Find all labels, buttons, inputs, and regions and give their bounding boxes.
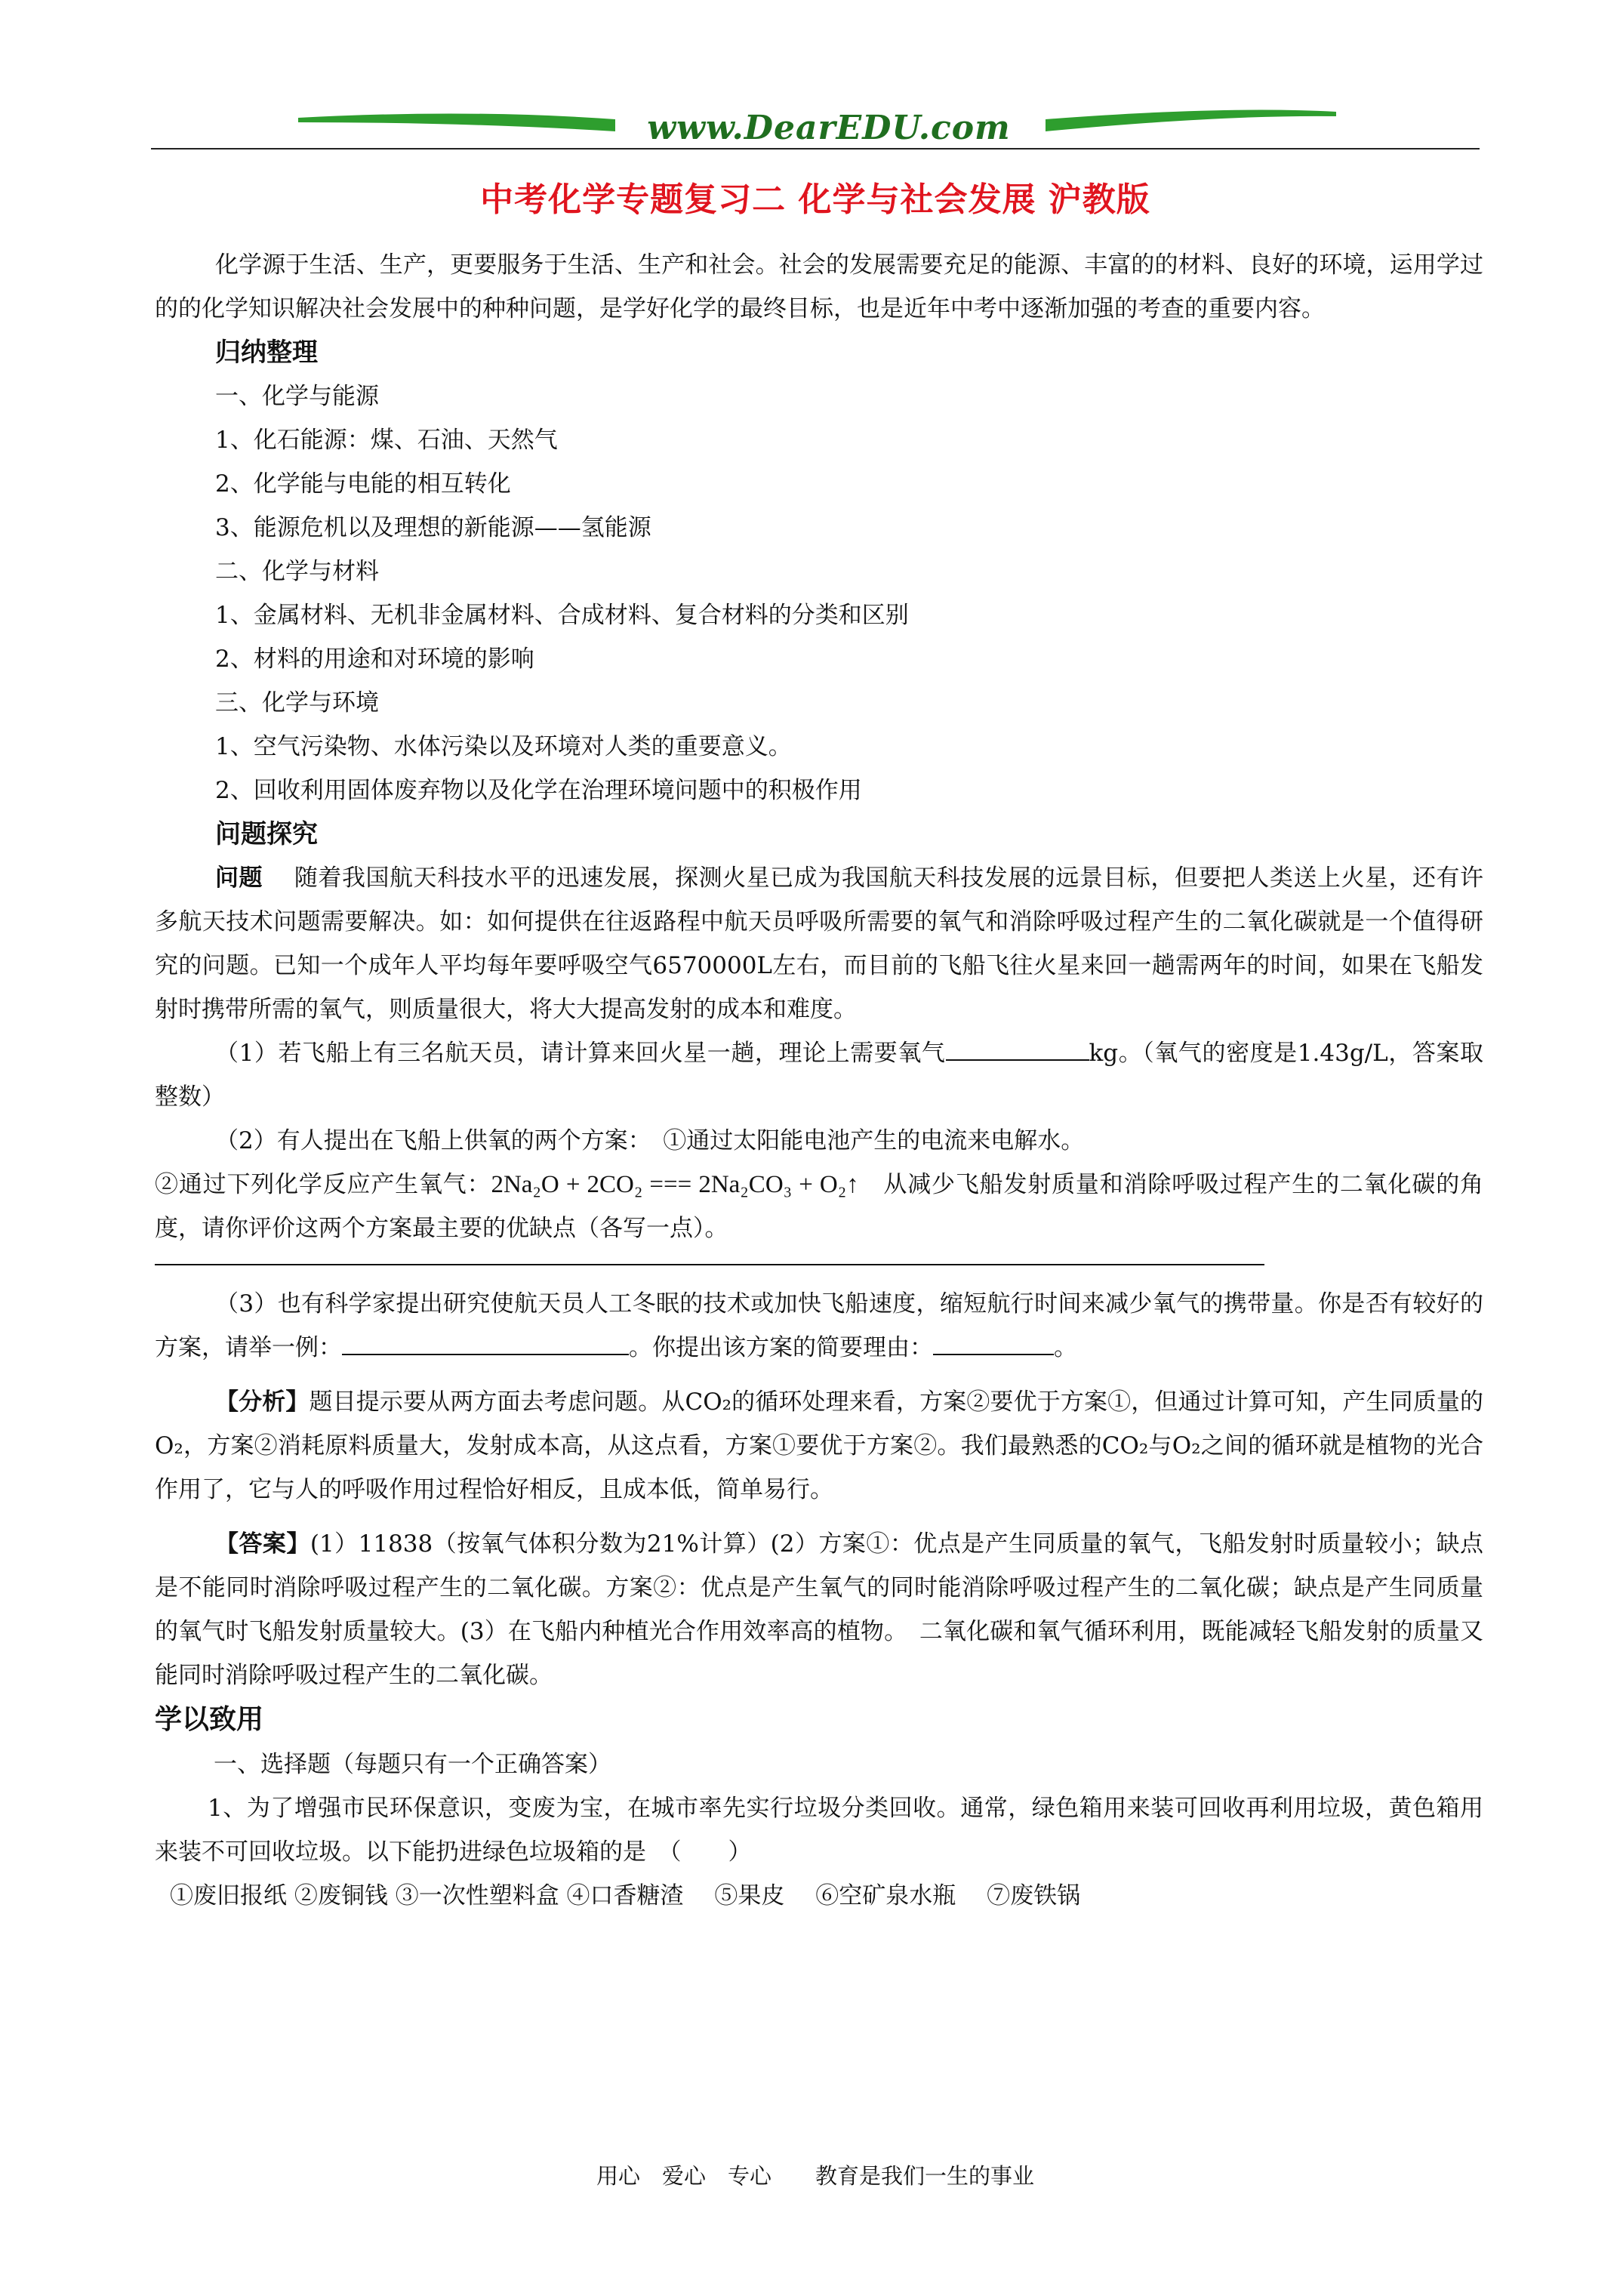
- summary-list: [155, 374, 1483, 812]
- answer-blank[interactable]: [946, 1040, 1089, 1061]
- summary-line: 1、金属材料、无机非金属材料、合成材料、复合材料的分类和区别: [215, 602, 909, 629]
- answer-text: (1）11838（按氧气体积分数为21%计算）(2）方案①：优点是产生同质量的氧气，飞船发射时质量较小；缺点是不能同时消除呼吸过程产生的二氧化碳。方案②：优点是产生氧气的同时能消除呼吸过程产生的二氧化碳；缺点是产生同质量的氧气时飞船发射质量较大。(3）在飞船内种植光合作用效率高的植物。 二氧化碳和氧气循环利用，既能减轻飞船发射的质量又能同时消除呼吸过程产生的二氧化碳。: [155, 1530, 1484, 1689]
- question-1-text-a: （1）若飞船上有三名航天员，请计算来回火星一趟，理论上需要氧气: [215, 1040, 946, 1067]
- problem-label: 问题: [215, 864, 263, 892]
- practice-question-1: 1、为了增强市民环保意识，变废为宝，在城市率先实行垃圾分类回收。通常，绿色箱用来装可回收再利用垃圾，黄色箱用来装不可回收垃圾。以下能扔进绿色垃圾箱的是 （ ）: [155, 1795, 1483, 1866]
- page-footer: 用心 爱心 专心 教育是我们一生的事业: [596, 2163, 1034, 2189]
- site-logo: www.DearEDU.com: [647, 109, 1011, 147]
- document-body: [155, 243, 1483, 1918]
- question-3-text-c: 。: [1054, 1334, 1077, 1361]
- summary-line: 2、化学能与电能的相互转化: [215, 470, 511, 498]
- intro-paragraph: 化学源于生活、生产，更要服务于生活、生产和社会。社会的发展需要充足的能源、丰富的的材料、良好的环境，运用学过的的化学知识解决社会发展中的种种问题，是学好化学的最终目标，也是近年中考中逐渐加强的考查的重要内容。: [155, 251, 1483, 322]
- problem-text: 随着我国航天科技水平的迅速发展，探测火星已成为我国航天科技发展的远景目标，但要把人类送上火星，还有许多航天技术问题需要解决。如：如何提供在往返路程中航天员呼吸所需要的氧气和消除呼吸过程产生的二氧化碳就是一个值得研究的问题。已知一个成年人平均每年要呼吸空气6570000L左右，而目前的飞船飞往火星来回一趟需两年的时间，如果在飞船发射时携带所需的氧气，则质量很大，将大大提高发射的成本和难度。: [155, 864, 1484, 1023]
- question-1: [155, 1031, 1483, 1119]
- problem-paragraph: [155, 856, 1483, 1031]
- summary-heading: 归纳整理: [215, 337, 318, 368]
- analysis-paragraph: [155, 1380, 1483, 1512]
- answer-blank[interactable]: [342, 1334, 629, 1355]
- question-2-plan: [155, 1163, 1483, 1250]
- question-2-plan-post: 从减少飞船发射质量和消除呼吸过程产生的二氧化碳的角度，请你评价这两个方案最主要的优缺点（各写一点）。: [155, 1171, 1484, 1242]
- answer-label: 【答案】: [215, 1530, 310, 1558]
- answer-blank[interactable]: [1001, 1334, 1054, 1355]
- question-2: （2）有人提出在飞船上供氧的两个方案： ①通过太阳能电池产生的电流来电解水。: [215, 1127, 1085, 1154]
- question-3-text-a: （3）也有科学家提出研究使航天员人工冬眠的技术或加快飞船速度，缩短航行时间来减少氧气的携带量。你是否有较好的方案，请举一例：: [155, 1290, 1483, 1361]
- practice-heading: 学以致用: [155, 1704, 264, 1735]
- summary-line: 2、回收利用固体废弃物以及化学在治理环境问题中的积极作用: [215, 777, 862, 804]
- inquiry-heading: 问题探究: [215, 819, 318, 849]
- practice-options: ①废旧报纸 ②废铜钱 ③一次性塑料盒 ④口香糖渣 ⑤果皮 ⑥空矿泉水瓶 ⑦废铁锅: [170, 1882, 1081, 1909]
- practice-section: 一、选择题（每题只有一个正确答案）: [214, 1751, 611, 1778]
- chemical-equation: 2Na₂O + 2CO₂ === 2Na₂CO₃ + O₂↑: [491, 1171, 859, 1198]
- question-2-plan-pre: ②通过下列化学反应产生氧气：: [155, 1171, 491, 1198]
- analysis-text: 题目提示要从两方面去考虑问题。从CO₂的循环处理来看，方案②要优于方案①，但通过计算可知，产生同质量的O₂，方案②消耗原料质量大，发射成本高，从这点看，方案①要优于方案②。我们最熟悉的CO₂与O₂之间的循环就是植物的光合作用了，它与人的呼吸作用过程恰好相反，且成本低，简单易行。: [155, 1388, 1483, 1503]
- summary-line: 1、空气污染物、水体污染以及环境对人类的重要意义。: [215, 733, 792, 760]
- header-banner: [151, 104, 1480, 165]
- question-3-text-b: 。你提出该方案的简要理由：: [629, 1334, 933, 1361]
- answer-line[interactable]: [155, 1264, 1264, 1265]
- page-title: 中考化学专题复习二 化学与社会发展 沪教版: [480, 180, 1150, 219]
- summary-line: 3、能源危机以及理想的新能源——氢能源: [215, 514, 651, 541]
- summary-line: 一、化学与能源: [215, 383, 379, 410]
- question-1-text-b: kg。（氧气的密度是1.43g/L，答案取整数）: [155, 1040, 1483, 1111]
- answer-blank[interactable]: [933, 1334, 1001, 1355]
- summary-line: 三、化学与环境: [215, 689, 379, 717]
- analysis-label: 【分析】: [215, 1388, 310, 1416]
- question-3: [155, 1282, 1483, 1370]
- summary-line: 2、材料的用途和对环境的影响: [215, 646, 534, 673]
- header-rule: [151, 148, 1480, 149]
- summary-line: 1、化石能源：煤、石油、天然气: [215, 427, 558, 454]
- answer-paragraph: [155, 1522, 1483, 1697]
- summary-line: 二、化学与材料: [215, 558, 379, 585]
